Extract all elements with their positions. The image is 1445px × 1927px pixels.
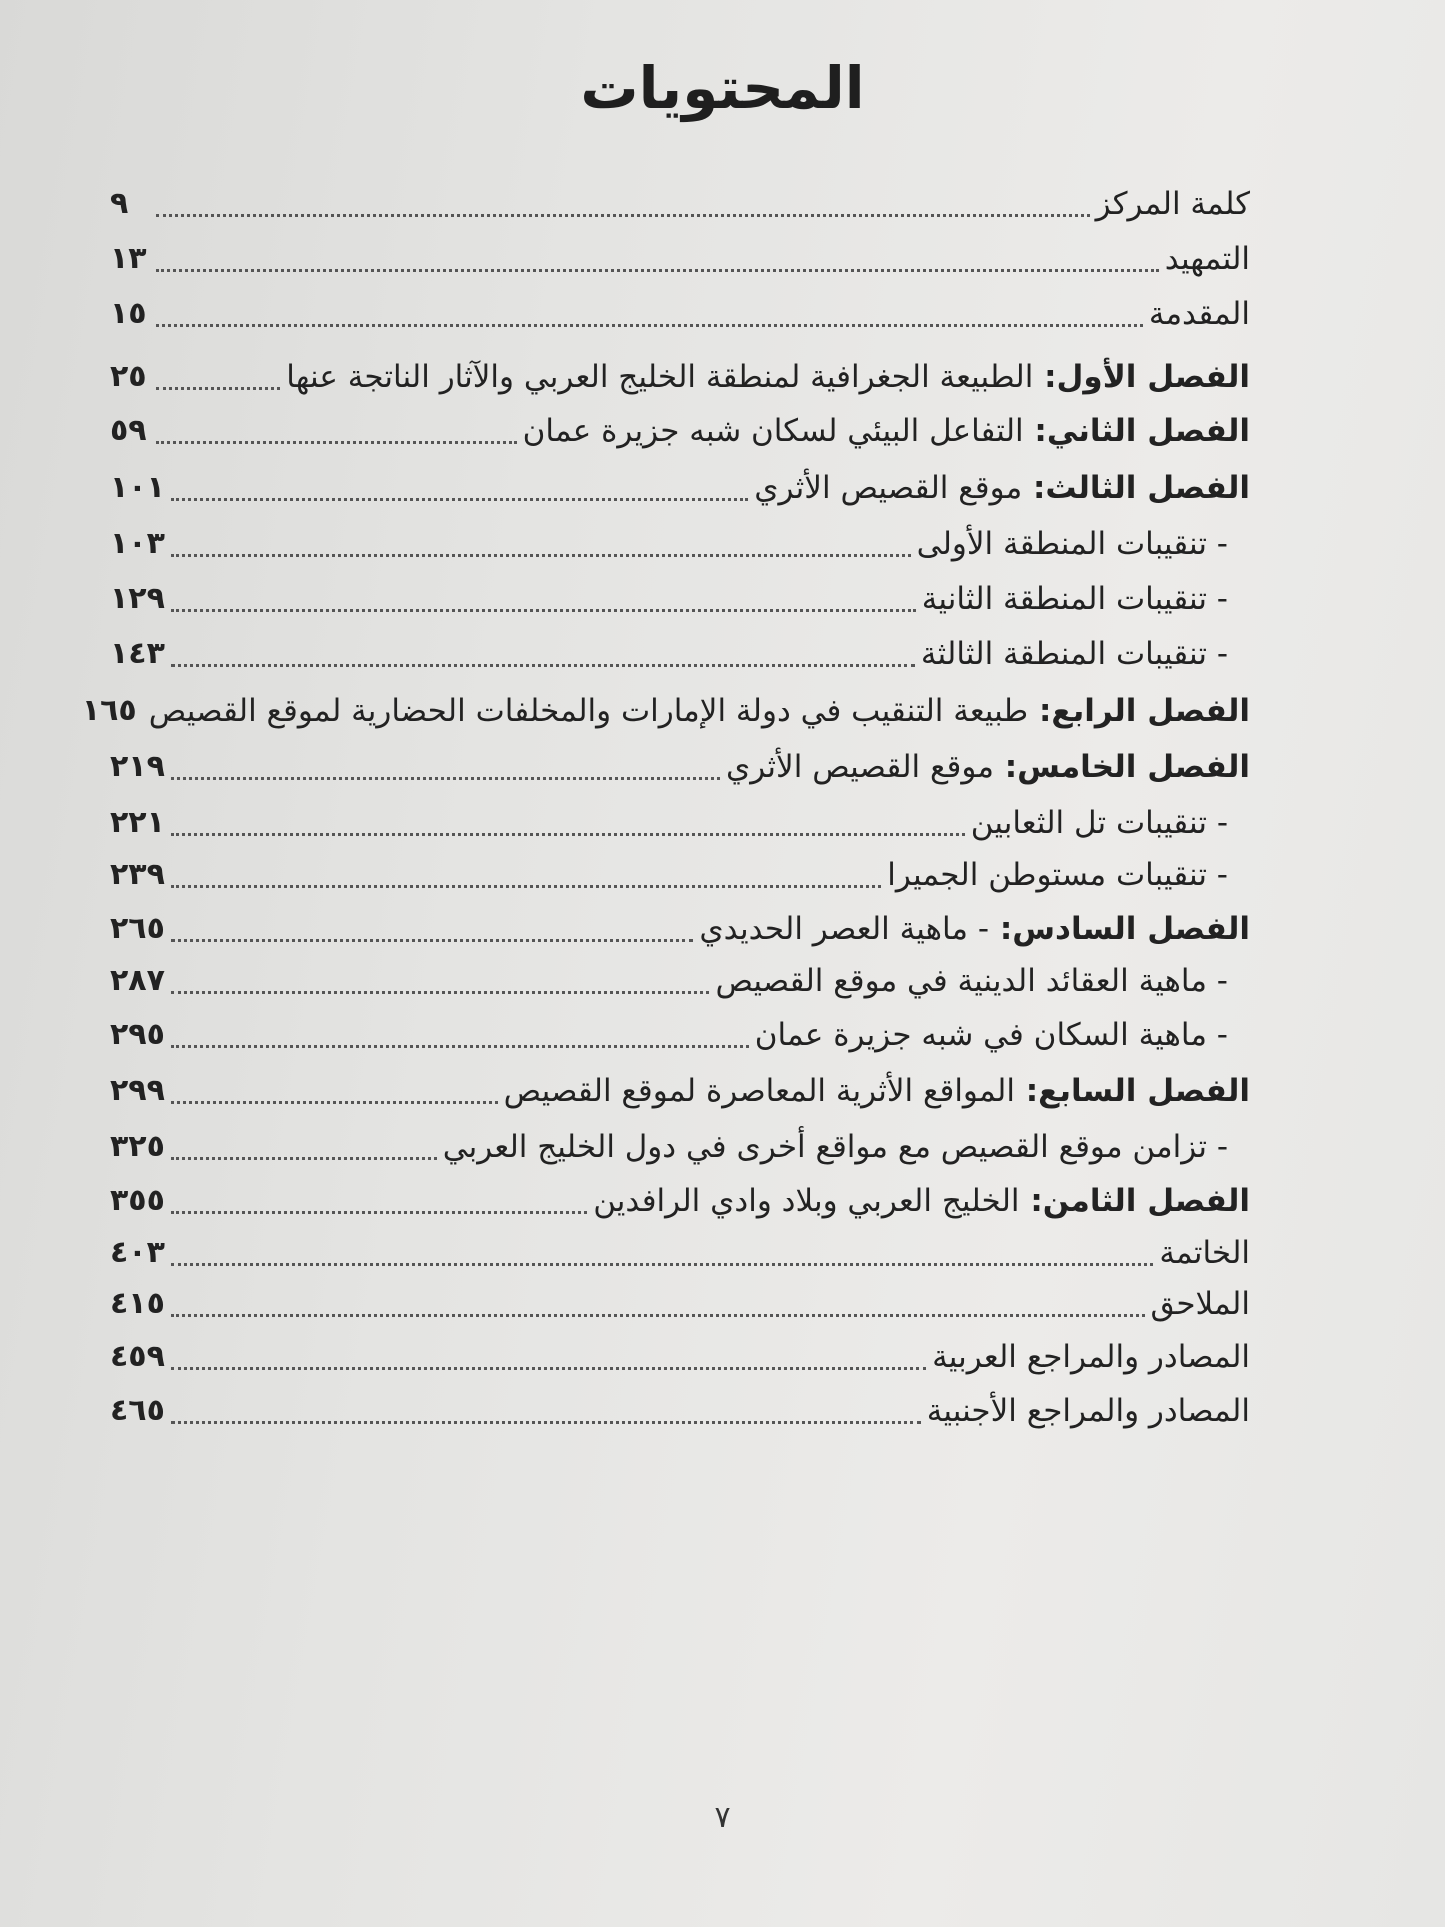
dot-leader [171,664,915,667]
dot-leader [171,554,911,557]
toc-entry-title: الطبيعة الجغرافية لمنطقة الخليج العربي والآثار الناتجة عنها [286,359,1034,395]
dot-leader [156,214,1090,217]
toc-entry-label: الفصل السادس: - ماهية العصر الحديدي [699,911,1250,947]
toc-page-number: ٢٩٥ [110,1017,165,1052]
toc-entry-title: طبيعة التنقيب في دولة الإمارات والمخلفات الحضارية لموقع القصيص [148,693,1029,729]
toc-entry-title: - ماهية العصر الحديدي [699,911,990,947]
dot-leader [171,885,881,888]
toc-entry-title: التفاعل البيئي لسكان شبه جزيرة عمان [522,413,1024,449]
dot-leader [171,1101,498,1104]
toc-entry [110,996,1228,1058]
page-title: المحتويات [580,54,865,122]
toc-entry-title: - تنقيبات المنطقة الثالثة [920,636,1228,672]
toc-page-number: ٢٦٥ [110,911,165,946]
toc-page-number: ٤١٥ [110,1286,165,1321]
toc-entry-label: الفصل الثاني: التفاعل البيئي لسكان شبه جزيرة عمان [522,413,1250,449]
toc-entry [110,836,1228,898]
toc-page-number: ١٤٣ [110,636,165,671]
dot-leader [171,777,720,780]
toc-entry [110,615,1228,677]
toc-entry [110,1318,1250,1380]
toc-entry-title: الملاحق [1150,1286,1250,1322]
toc-page-number: ٢٢١ [110,805,165,840]
toc-entry [110,560,1228,622]
dot-leader [171,498,748,501]
toc-entry-title: المصادر والمراجع العربية [932,1339,1250,1375]
dot-leader [171,1314,1145,1317]
toc-entry-title: المواقع الأثرية المعاصرة لموقع القصيص [503,1073,1015,1109]
toc-entry-title: المصادر والمراجع الأجنبية [926,1393,1250,1429]
toc-entry-label: الفصل الخامس: موقع القصيص الأثري [726,749,1250,785]
toc-chapter-label: الفصل الخامس [1017,749,1250,785]
toc-entry [110,942,1228,1004]
toc-entry-title: - تنقيبات تل الثعابين [970,805,1228,841]
toc-entry-title: - تنقيبات المنطقة الثانية [921,581,1228,617]
toc-page-number: ٣٥٥ [110,1183,165,1218]
toc-entry-label: الفصل الثالث: موقع القصيص الأثري [754,470,1250,506]
toc-page-number: ٩ [110,186,129,221]
toc-chapter-label: الفصل الرابع [1051,693,1250,729]
toc-entry-title: - تنقيبات مستوطن الجميرا [887,857,1228,893]
toc-entry-title: - ماهية السكان في شبه جزيرة عمان [754,1017,1228,1053]
toc-page-number: ٢٨٧ [110,963,165,998]
dot-leader [156,269,1159,272]
toc-entry-title: الخليج العربي وبلاد وادي الرافدين [593,1183,1020,1219]
toc-page-number: ٤٥٩ [110,1339,165,1374]
toc-entry-label: الفصل الثامن: الخليج العربي وبلاد وادي الرافدين [593,1183,1250,1219]
toc-entry [110,505,1228,567]
toc-entry [81,672,1250,734]
toc-page-number: ٤٦٥ [110,1393,165,1428]
toc-entry [110,338,1250,400]
toc-page-number: ١٣ [110,241,147,276]
toc-entry [110,449,1250,511]
toc-entry-title: موقع القصيص الأثري [726,749,994,785]
toc-page-number: ٢١٩ [110,749,165,784]
toc-entry-label [921,631,1228,677]
toc-entry-label: الفصل الرابع: طبيعة التنقيب في دولة الإمارات والمخلفات الحضارية لموقع القصيص [148,693,1250,729]
dot-leader [171,991,710,994]
toc-entry [110,1108,1228,1170]
page-number: ٧ [714,1800,731,1835]
toc-entry-label: الفصل الأول: الطبيعة الجغرافية لمنطقة الخليج العربي والآثار الناتجة عنها [286,359,1250,395]
dot-leader [156,387,280,390]
dot-leader [171,1421,921,1424]
toc-page-number: ٤٠٣ [110,1235,165,1270]
dot-leader [156,441,517,444]
toc-entry-title: - تزامن موقع القصيص مع مواقع أخرى في دول الخليج العربي [442,1129,1228,1165]
toc-page-number: ١٢٩ [110,581,165,616]
toc-entry-label [927,1388,1250,1434]
toc-page-number: ٥٩ [110,413,147,448]
toc-entry-title: - ماهية العقائد الدينية في موقع القصيص [715,963,1228,999]
dot-leader [171,1045,749,1048]
toc-entry-title: المقدمة [1148,296,1250,332]
toc-entry-title: الخاتمة [1159,1235,1250,1271]
toc-entry [110,220,1250,282]
dot-leader [171,1157,437,1160]
toc-entry-label: الفصل السابع: المواقع الأثرية المعاصرة لموقع القصيص [503,1073,1250,1109]
toc-chapter-label: الفصل السابع [1038,1073,1250,1109]
toc-entry [110,392,1250,454]
toc-chapter-label: الفصل الثالث [1045,470,1250,506]
toc-entry [110,1372,1250,1434]
toc-page-number: ٢٩٩ [110,1073,165,1108]
toc-entry [110,1052,1250,1114]
toc-page-number: ١٠١ [110,470,165,505]
dot-leader [171,1367,926,1370]
toc-chapter-label: الفصل السادس [1012,911,1250,947]
toc-page-number: ٢٣٩ [110,857,165,892]
dot-leader [156,324,1143,327]
toc-entry-title: موقع القصيص الأثري [754,470,1023,506]
toc-entry-title: التمهيد [1164,241,1250,277]
toc-page-number: ٢٥ [110,359,147,394]
toc-chapter-label: الفصل الأول [1056,359,1250,395]
toc-page-number: ١٠٣ [110,526,165,561]
toc-entry-label [1149,291,1250,337]
toc-page-number: ١٥ [110,296,147,331]
toc-entry-title: - تنقيبات المنطقة الأولى [916,526,1228,562]
toc-page-number: ٣٢٥ [110,1129,165,1164]
toc-entry-title: كلمة المركز [1095,186,1250,222]
dot-leader [171,609,916,612]
toc-chapter-label: الفصل الثامن [1042,1183,1250,1219]
toc-entry [110,728,1250,790]
toc-entry [110,165,1250,227]
toc-chapter-label: الفصل الثاني [1046,413,1250,449]
toc-page-number: ١٦٥ [81,693,137,728]
toc-entry [110,275,1250,337]
